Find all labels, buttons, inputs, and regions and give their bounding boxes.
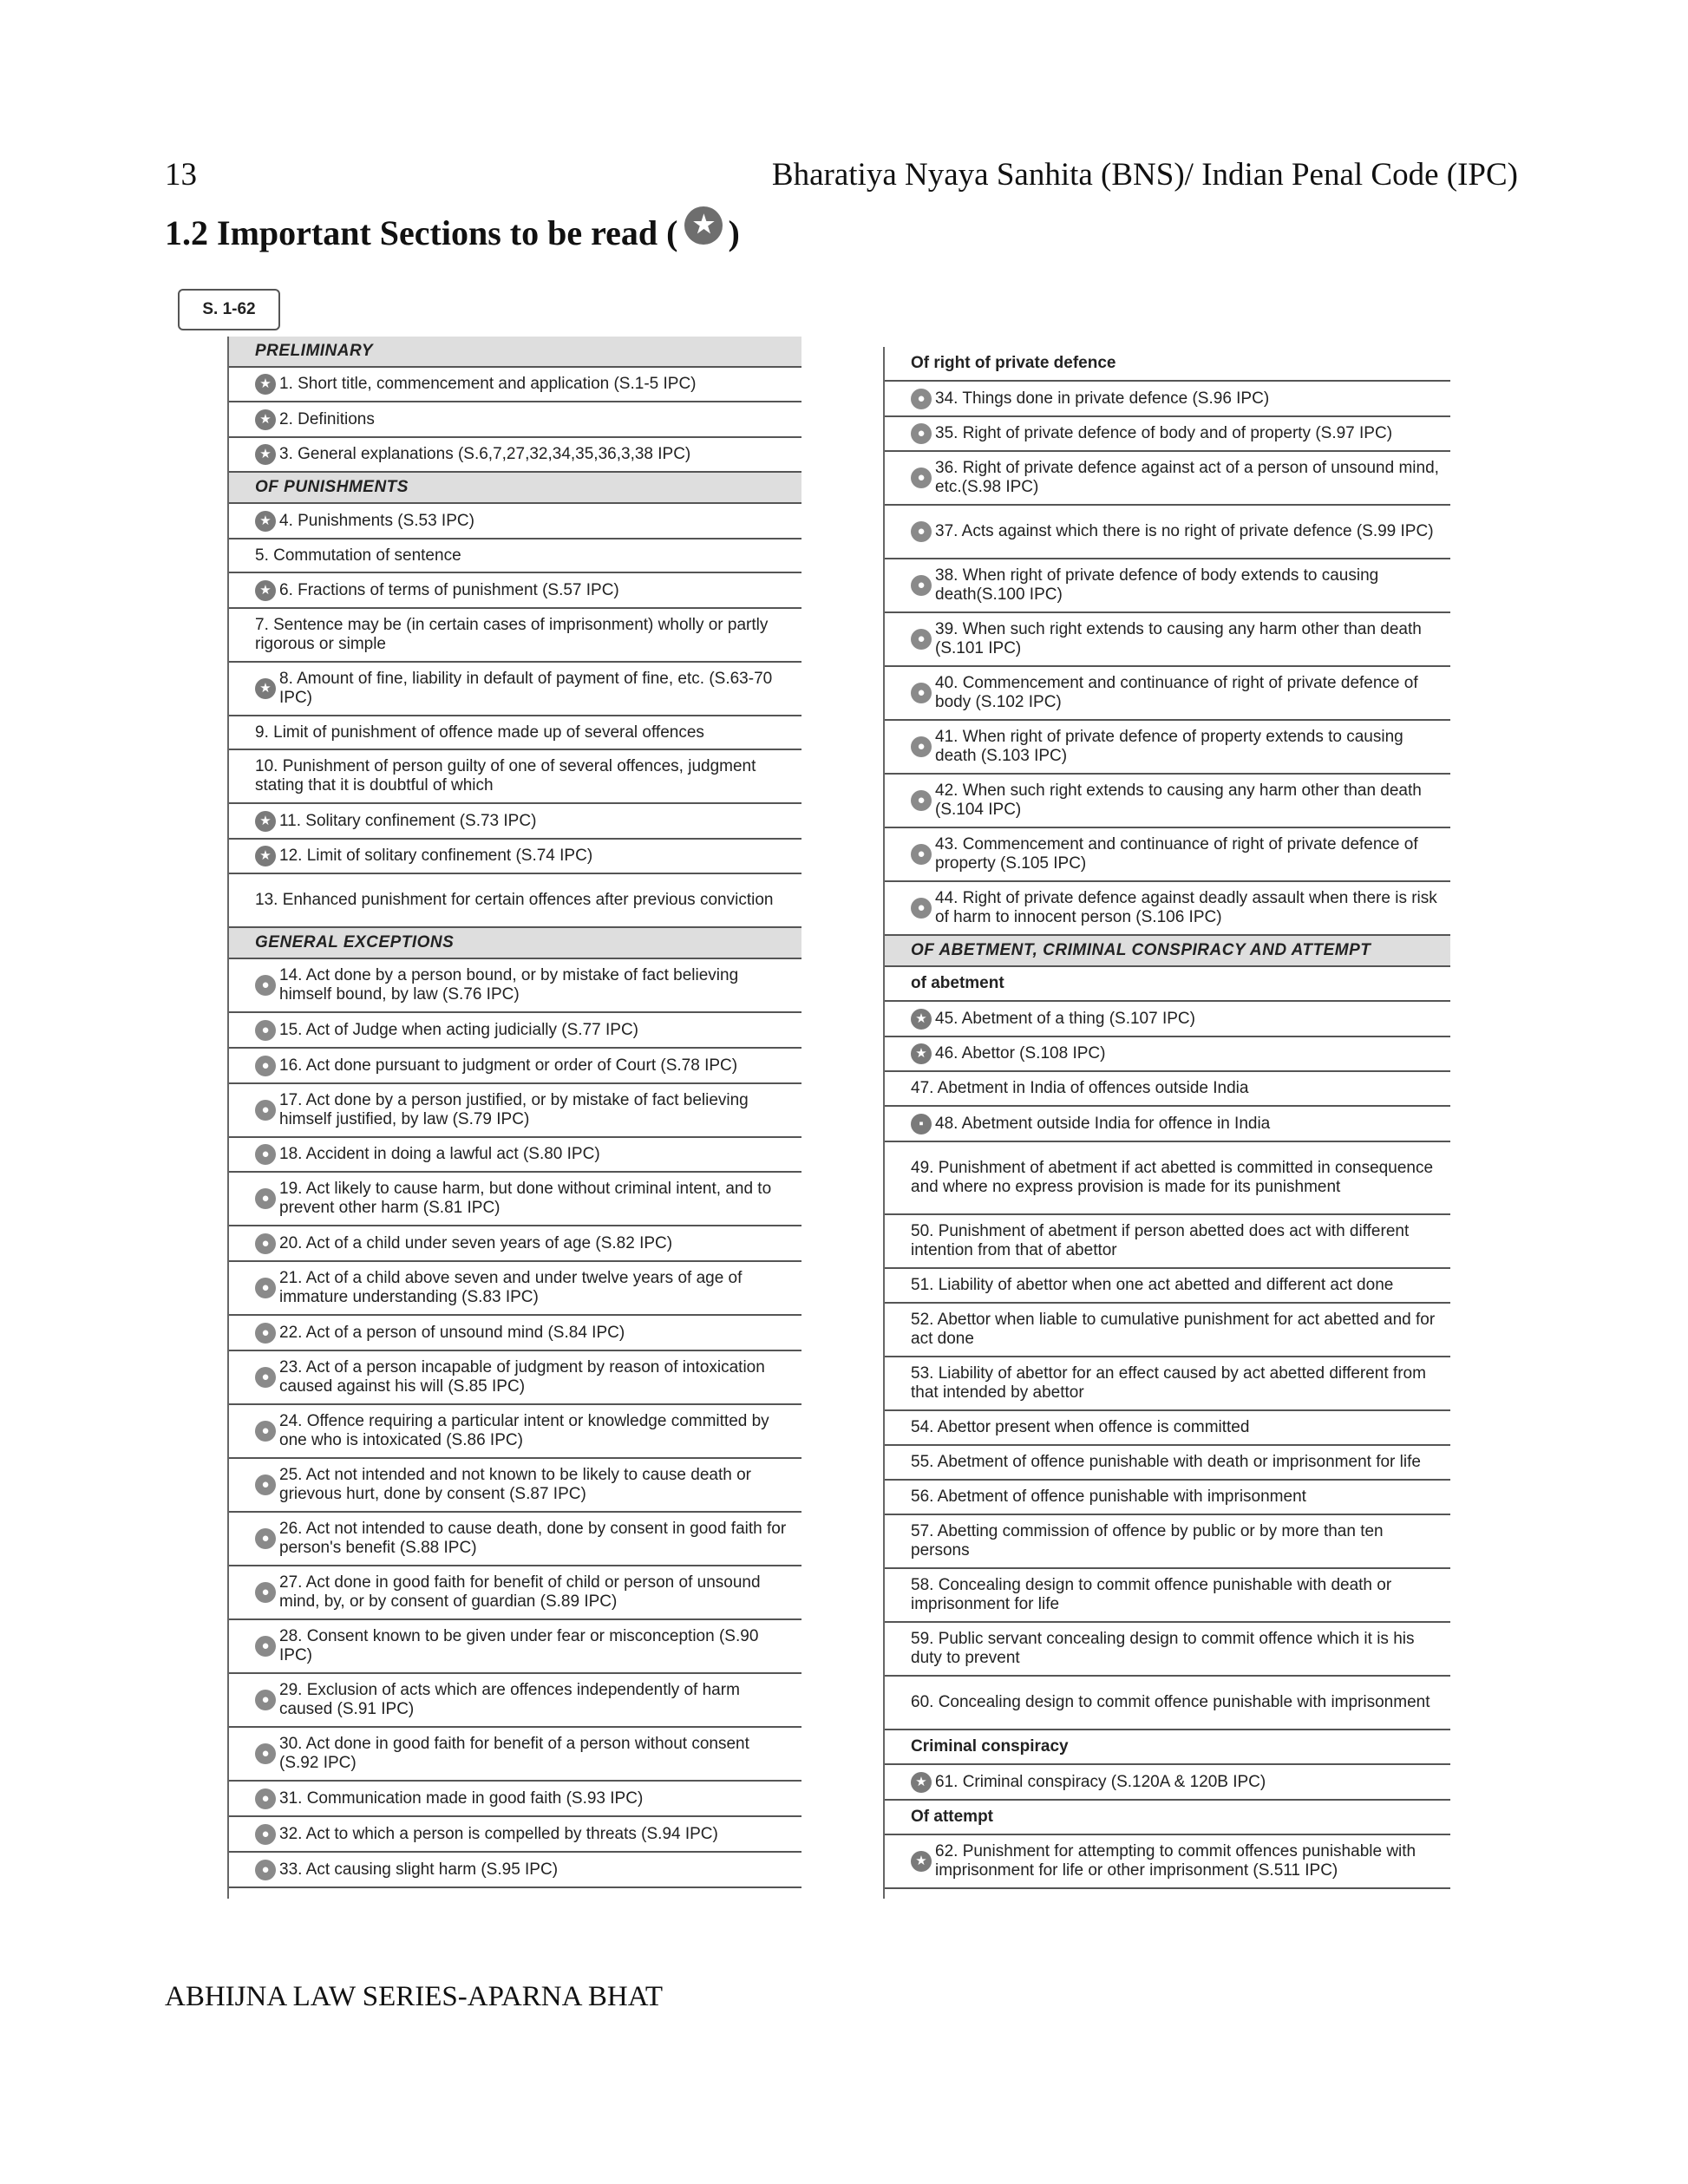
person-icon: ● <box>255 1528 276 1549</box>
person-icon: ● <box>255 1020 276 1041</box>
person-icon: ● <box>911 736 932 757</box>
person-icon: ● <box>911 521 932 542</box>
item-text: 26. Act not intended to cause death, done by consent in good faith for person's benefit (S.88 IPC) <box>279 1520 787 1557</box>
list-item <box>229 609 801 663</box>
person-icon: ● <box>255 1100 276 1121</box>
star-icon: ★ <box>911 1851 932 1872</box>
item-text: 11. Solitary confinement (S.73 IPC) <box>279 811 537 830</box>
list-item <box>229 1049 801 1084</box>
item-text: 59. Public servant concealing design to commit offence which it is his duty to prevent <box>911 1630 1415 1667</box>
item-text: OF PUNISHMENTS <box>255 478 409 496</box>
item-text: 35. Right of private defence of body and of property (S.97 IPC) <box>935 424 1393 442</box>
list-item <box>229 1226 801 1262</box>
star-icon: ★ <box>255 846 276 866</box>
heading-text: 1.2 Important Sections to be read ( <box>165 213 678 252</box>
list-item <box>885 506 1450 559</box>
list-item <box>885 1037 1450 1072</box>
person-icon: ● <box>911 423 932 444</box>
item-text: 58. Concealing design to commit offence punishable with death or imprisonment for life <box>911 1576 1392 1613</box>
list-item <box>229 1566 801 1620</box>
section-header <box>885 936 1450 967</box>
item-text: 62. Punishment for attempting to commit offences punishable with imprisonment for life or other imprisonment (S.511 IPC) <box>935 1842 1416 1880</box>
person-icon: ● <box>255 1582 276 1603</box>
page-number: 13 <box>165 157 197 193</box>
list-item <box>885 613 1450 667</box>
item-text: 12. Limit of solitary confinement (S.74 IPC) <box>279 847 593 865</box>
item-text: 17. Act done by a person justified, or by mistake of fact believing himself justified, by law (S.79 IPC) <box>279 1091 749 1128</box>
star-icon: ★ <box>255 811 276 832</box>
person-icon: ● <box>255 1144 276 1165</box>
person-icon: ● <box>255 1788 276 1809</box>
list-item <box>229 1262 801 1316</box>
item-text: OF ABETMENT, CRIMINAL CONSPIRACY AND ATTEMPT <box>911 941 1371 959</box>
item-text: 21. Act of a child above seven and under twelve years of age of immature understanding (S.83 IPC) <box>279 1269 743 1306</box>
item-text: Of attempt <box>911 1808 993 1826</box>
item-text: 52. Abettor when liable to cumulative punishment for act abetted and for act done <box>911 1311 1436 1348</box>
item-text: 20. Act of a child under seven years of age (S.82 IPC) <box>279 1233 673 1252</box>
list-item <box>885 882 1450 936</box>
section-header <box>229 337 801 368</box>
running-head: Bharatiya Nyaya Sanhita (BNS)/ Indian Penal Code (IPC) <box>771 157 1518 193</box>
list-item <box>885 1481 1450 1515</box>
subsection-header <box>885 967 1450 1002</box>
section-header <box>229 928 801 959</box>
item-text: 4. Punishments (S.53 IPC) <box>279 511 474 530</box>
list-item <box>885 1107 1450 1142</box>
list-item <box>229 1853 801 1888</box>
list-item <box>885 1002 1450 1037</box>
list-item <box>229 874 801 928</box>
item-text: of abetment <box>911 974 1004 992</box>
list-item <box>885 559 1450 613</box>
item-text: 31. Communication made in good faith (S.93 IPC) <box>279 1788 644 1808</box>
item-text: 60. Concealing design to commit offence punishable with imprisonment <box>911 1693 1430 1711</box>
person-icon: ● <box>255 975 276 996</box>
item-text: Criminal conspiracy <box>911 1737 1069 1756</box>
item-text: 15. Act of Judge when acting judicially (S.77 IPC) <box>279 1020 639 1039</box>
person-icon: ● <box>911 683 932 703</box>
list-item <box>885 1411 1450 1446</box>
item-text: 25. Act not intended and not known to be likely to cause death or grievous hurt, done by consent (S.87 IPC) <box>279 1466 751 1503</box>
item-text: Of right of private defence <box>911 354 1116 372</box>
item-text: 16. Act done pursuant to judgment or order of Court (S.78 IPC) <box>279 1056 738 1075</box>
list-item <box>885 1269 1450 1304</box>
list-item <box>885 1304 1450 1357</box>
item-text: 3. General explanations (S.6,7,27,32,34,35,36,3,38 IPC) <box>279 445 691 463</box>
list-item <box>229 1513 801 1566</box>
subsection-header <box>885 1801 1450 1835</box>
list-item <box>229 573 801 609</box>
section-heading <box>165 213 740 253</box>
item-text: 36. Right of private defence against act of a person of unsound mind, etc.(S.98 IPC) <box>935 459 1439 496</box>
item-text: 33. Act causing slight harm (S.95 IPC) <box>279 1860 559 1879</box>
list-item <box>885 775 1450 828</box>
item-text: 28. Consent known to be given under fear or misconception (S.90 IPC) <box>279 1627 759 1664</box>
item-text: 7. Sentence may be (in certain cases of imprisonment) wholly or partly rigorous or simple <box>255 616 769 653</box>
item-text: 46. Abettor (S.108 IPC) <box>935 1044 1106 1063</box>
person-icon: ● <box>255 1233 276 1254</box>
item-text: 27. Act done in good faith for benefit of child or person of unsound mind, by, or by consent of guardian (S.89 IPC) <box>279 1573 761 1611</box>
item-text: 49. Punishment of abetment if act abetted is committed in consequence and where no express provision is made for its punishment <box>911 1159 1434 1196</box>
list-item <box>229 716 801 750</box>
item-text: 44. Right of private defence against deadly assault when there is risk of harm to innocent person (S.106 IPC) <box>935 889 1437 926</box>
heading-close: ) <box>728 213 740 252</box>
item-text: 18. Accident in doing a lawful act (S.80 IPC) <box>279 1145 600 1163</box>
item-text: 57. Abetting commission of offence by public or by more than ten persons <box>911 1522 1384 1560</box>
star-icon: ★ <box>255 580 276 601</box>
item-text: 32. Act to which a person is compelled by threats (S.94 IPC) <box>279 1824 718 1843</box>
list-item <box>885 1515 1450 1569</box>
list-item <box>229 1173 801 1226</box>
footer: ABHIJNA LAW SERIES-APARNA BHAT <box>165 1981 664 2012</box>
person-icon: ● <box>911 468 932 488</box>
list-item <box>229 1316 801 1351</box>
item-text: 45. Abetment of a thing (S.107 IPC) <box>935 1009 1195 1028</box>
item-text: 34. Things done in private defence (S.96 IPC) <box>935 389 1270 408</box>
item-text: 1. Short title, commencement and application (S.1-5 IPC) <box>279 375 697 393</box>
list-item <box>885 1677 1450 1730</box>
item-text: 10. Punishment of person guilty of one of several offences, judgment stating that it is doubtful of which <box>255 757 756 794</box>
list-item <box>229 504 801 539</box>
list-item <box>229 402 801 438</box>
item-text: 55. Abetment of offence punishable with death or imprisonment for life <box>911 1453 1421 1471</box>
list-item <box>885 667 1450 721</box>
item-text: 53. Liability of abettor for an effect caused by act abetted different from that intended by abettor <box>911 1364 1426 1402</box>
star-icon: ★ <box>911 1043 932 1064</box>
list-item <box>229 1013 801 1049</box>
person-icon: ● <box>255 1824 276 1845</box>
item-text: 43. Commencement and continuance of right of private defence of property (S.105 IPC) <box>935 835 1418 873</box>
item-text: 40. Commencement and continuance of right of private defence of body (S.102 IPC) <box>935 674 1418 711</box>
person-icon: ● <box>911 629 932 650</box>
list-item <box>229 663 801 716</box>
star-icon: ★ <box>255 511 276 532</box>
item-text: 50. Punishment of abetment if person abetted does act with different intention from that of abettor <box>911 1222 1410 1259</box>
item-text: 38. When right of private defence of body extends to causing death(S.100 IPC) <box>935 566 1379 604</box>
list-item <box>229 804 801 840</box>
person-icon: ● <box>911 790 932 811</box>
item-text: 6. Fractions of terms of punishment (S.57 IPC) <box>279 580 619 599</box>
item-text: 13. Enhanced punishment for certain offences after previous conviction <box>255 891 774 909</box>
list-item <box>229 1674 801 1728</box>
list-item <box>229 959 801 1013</box>
list-item <box>229 750 801 804</box>
list-item <box>229 1459 801 1513</box>
item-text: 61. Criminal conspiracy (S.120A & 120B IPC) <box>935 1772 1266 1791</box>
list-item <box>885 1623 1450 1677</box>
item-text: 19. Act likely to cause harm, but done without criminal intent, and to prevent other harm (S.81 IPC) <box>279 1180 772 1217</box>
item-text: 5. Commutation of sentence <box>255 546 461 565</box>
item-text: 8. Amount of fine, liability in default of payment of fine, etc. (S.63-70 IPC) <box>279 670 773 707</box>
item-text: 30. Act done in good faith for benefit of a person without consent (S.92 IPC) <box>279 1735 749 1772</box>
section-header <box>229 473 801 504</box>
item-text: 56. Abetment of offence punishable with imprisonment <box>911 1488 1306 1506</box>
item-text: 14. Act done by a person bound, or by mistake of fact believing himself bound, by law (S.76 IPC) <box>279 966 739 1004</box>
flag-icon: ▪ <box>911 1114 932 1135</box>
star-icon: ★ <box>911 1772 932 1793</box>
list-item <box>229 1817 801 1853</box>
item-text: 22. Act of a person of unsound mind (S.84 IPC) <box>279 1323 625 1342</box>
list-item <box>885 1446 1450 1481</box>
person-icon: ● <box>255 1323 276 1344</box>
person-icon: ● <box>255 1188 276 1209</box>
list-item <box>885 1835 1450 1889</box>
person-icon: ● <box>911 844 932 865</box>
item-text: GENERAL EXCEPTIONS <box>255 933 455 951</box>
person-icon: ● <box>255 1421 276 1442</box>
list-item <box>229 1620 801 1674</box>
list-item <box>885 828 1450 882</box>
star-icon: ★ <box>911 1009 932 1030</box>
item-text: 42. When such right extends to causing any harm other than death (S.104 IPC) <box>935 781 1422 819</box>
list-item <box>229 840 801 874</box>
list-item <box>229 1405 801 1459</box>
list-item <box>229 1728 801 1782</box>
item-text: 24. Offence requiring a particular intent or knowledge committed by one who is intoxicated (S.86 IPC) <box>279 1412 769 1449</box>
list-item <box>885 721 1450 775</box>
list-item <box>885 382 1450 417</box>
item-text: PRELIMINARY <box>255 342 374 360</box>
person-icon: ● <box>255 1860 276 1880</box>
list-item <box>229 1351 801 1405</box>
item-text: 48. Abetment outside India for offence in India <box>935 1114 1271 1133</box>
list-item <box>885 1215 1450 1269</box>
star-icon: ★ <box>255 678 276 699</box>
list-item <box>229 539 801 573</box>
list-item <box>229 1138 801 1173</box>
subsection-header <box>885 347 1450 382</box>
list-item <box>885 1072 1450 1107</box>
item-text: 39. When such right extends to causing any harm other than death (S.101 IPC) <box>935 620 1422 657</box>
person-icon: ● <box>255 1475 276 1495</box>
person-icon: ● <box>255 1636 276 1657</box>
list-item <box>885 1357 1450 1411</box>
person-icon: ● <box>911 389 932 409</box>
star-icon: ★ <box>684 206 723 245</box>
item-text: 47. Abetment in India of offences outside India <box>911 1079 1249 1097</box>
item-text: 37. Acts against which there is no right of private defence (S.99 IPC) <box>935 522 1434 540</box>
list-item <box>885 1569 1450 1623</box>
star-icon: ★ <box>255 374 276 395</box>
star-icon: ★ <box>255 409 276 430</box>
list-item <box>229 438 801 473</box>
subsection-header <box>885 1730 1450 1765</box>
person-icon: ● <box>255 1367 276 1388</box>
list-item <box>229 368 801 402</box>
item-text: 54. Abettor present when offence is committed <box>911 1418 1250 1436</box>
item-text: 41. When right of private defence of property extends to causing death (S.103 IPC) <box>935 728 1403 765</box>
person-icon: ● <box>255 1278 276 1298</box>
star-icon: ★ <box>255 444 276 465</box>
person-icon: ● <box>255 1743 276 1764</box>
list-item <box>885 1142 1450 1215</box>
item-text: 23. Act of a person incapable of judgment by reason of intoxication caused against his will (S.85 IPC) <box>279 1358 765 1396</box>
list-item <box>885 417 1450 452</box>
item-text: 51. Liability of abettor when one act abetted and different act done <box>911 1276 1394 1294</box>
person-icon: ● <box>911 898 932 919</box>
item-text: 29. Exclusion of acts which are offences independently of harm caused (S.91 IPC) <box>279 1681 740 1718</box>
item-text: 2. Definitions <box>279 409 375 428</box>
left-column <box>227 337 801 1899</box>
person-icon: ● <box>911 575 932 596</box>
section-range-box: S. 1-62 <box>178 289 280 330</box>
list-item <box>885 1765 1450 1801</box>
list-item <box>229 1782 801 1817</box>
item-text: 9. Limit of punishment of offence made up of several offences <box>255 723 704 742</box>
list-item <box>229 1084 801 1138</box>
right-column <box>883 347 1450 1899</box>
list-item <box>885 452 1450 506</box>
person-icon: ● <box>255 1690 276 1710</box>
person-icon: ● <box>255 1056 276 1076</box>
